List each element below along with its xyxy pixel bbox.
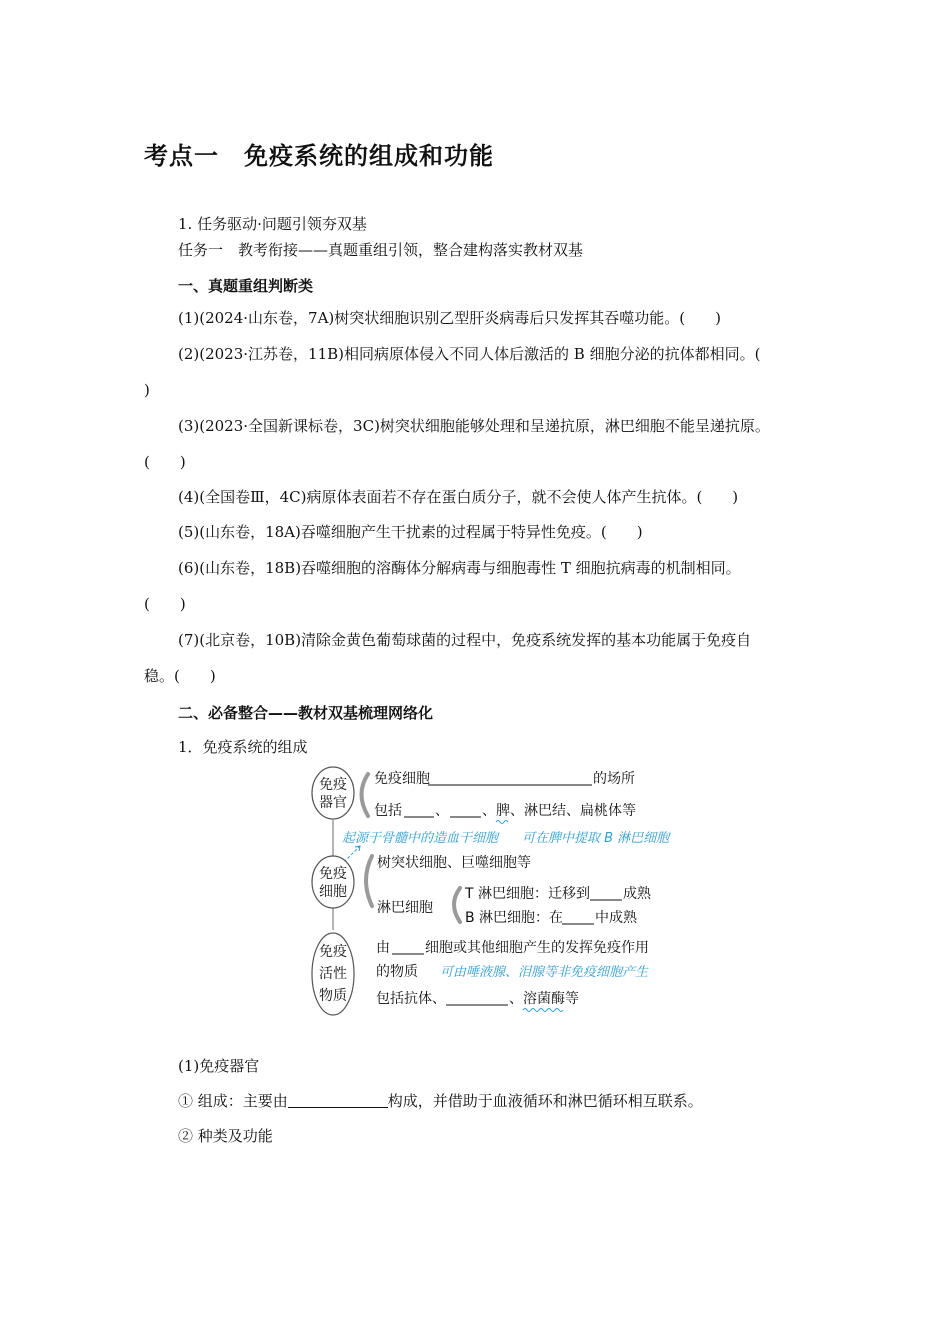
judge-item-5: (5)(山东卷，18A)吞噬细胞产生干扰素的过程属于特异性免疫。( ) <box>178 523 643 541</box>
section2-heading: 二、必备整合——教材双基梳理网络化 <box>178 704 434 722</box>
judge-item-1: (1)(2024·山东卷，7A)树突状细胞识别乙型肝炎病毒后只发挥其吞噬功能。( ) <box>178 309 721 327</box>
cell-t-post: 成熟 <box>623 886 651 902</box>
judge-item-2-cont: ) <box>144 381 150 399</box>
part1-types: ② 种类及功能 <box>178 1127 273 1145</box>
judge-item-7: (7)(北京卷，10B)清除金黄色葡萄球菌的过程中，免疫系统发挥的基本功能属于免疫自 <box>178 631 752 649</box>
organ-label-top: 免疫 <box>319 777 347 793</box>
judge-item-3: (3)(2023·全国新课标卷，3C)树突状细胞能够处理和呈递抗原，淋巴细胞不能呈递抗原。 <box>178 417 770 435</box>
judge-item-7-cont: 稳。( ) <box>144 667 216 685</box>
judge-item-3-cont: ( ) <box>144 453 186 471</box>
judge-item-4: (4)(全国卷Ⅲ，4C)病原体表面若不存在蛋白质分子，就不会使人体产生抗体。( ) <box>178 488 739 506</box>
part1-comp-post: 构成，并借助于血液循环和淋巴循环相互联系。 <box>387 1092 703 1110</box>
substance-line3-pre: 包括抗体、 <box>376 991 446 1007</box>
organ-line1-post: 的场所 <box>593 771 635 787</box>
cell-t-pre: T 淋巴细胞：迁移到 <box>465 886 591 902</box>
substance-label-1: 免疫 <box>319 944 347 960</box>
part1-composition <box>178 1091 703 1111</box>
substance-line1-pre: 由 <box>376 940 390 956</box>
part1-comp-pre: ① 组成：主要由 <box>178 1092 288 1110</box>
organ-line1-pre: 免疫细胞 <box>374 771 430 787</box>
note-origin: 起源于骨髓中的造血干细胞 <box>342 831 499 846</box>
section1-heading: 一、真题重组判断类 <box>178 277 314 295</box>
cell-b-pre: B 淋巴细胞：在 <box>465 910 564 926</box>
lymph-brace <box>454 888 460 922</box>
substance-label-2: 活性 <box>319 966 347 982</box>
lysozyme-wavy-underline <box>523 1009 563 1012</box>
cell-label-bottom: 细胞 <box>319 884 347 900</box>
substance-line1-post: 细胞或其他细胞产生的发挥免疫作用 <box>425 940 649 956</box>
organ-oval <box>312 767 354 819</box>
organ-brace <box>362 774 369 816</box>
immune-system-diagram <box>300 760 680 1025</box>
note-spleen: 可在脾中提取 B 淋巴细胞 <box>522 831 670 846</box>
judge-item-6: (6)(山东卷，18B)吞噬细胞的溶酶体分解病毒与细胞毒性 T 细胞抗病毒的机制相同。 <box>178 559 741 577</box>
cell-oval <box>312 856 354 908</box>
section2-sub1: 1．免疫系统的组成 <box>178 738 308 756</box>
note-arrow <box>344 846 360 862</box>
organ-line2-sep: 、 <box>435 803 449 819</box>
page-title: 考点一 免疫系统的组成和功能 <box>144 142 494 170</box>
organ-line2-pre: 包括 <box>374 803 402 819</box>
cell-label-top: 免疫 <box>319 866 347 882</box>
part1-comp-blank <box>288 1092 388 1108</box>
intro-line-1: 1. 任务驱动·问题引领夯双基 <box>178 215 367 233</box>
cell-lymph: 淋巴细胞 <box>377 900 433 916</box>
substance-line3-post: 、溶菌酶等 <box>509 991 579 1007</box>
judge-item-2: (2)(2023·江苏卷，11B)相同病原体侵入不同人体后激活的 B 细胞分泌的抗体都相同。( <box>178 345 761 363</box>
substance-label-3: 物质 <box>319 988 347 1004</box>
organ-line2-post: 、脾、淋巴结、扁桃体等 <box>482 803 636 819</box>
cell-line1: 树突状细胞、巨噬细胞等 <box>377 855 531 871</box>
substance-line2: 的物质 <box>376 964 418 980</box>
spleen-wavy-underline <box>496 821 508 824</box>
part1-heading: (1)免疫器官 <box>178 1057 260 1075</box>
intro-line-2: 任务一 教考衔接——真题重组引领，整合建构落实教材双基 <box>178 241 584 259</box>
substance-note: 可由唾液腺、泪腺等非免疫细胞产生 <box>440 965 649 980</box>
judge-item-6-cont: ( ) <box>144 595 186 613</box>
organ-label-bottom: 器官 <box>319 795 347 811</box>
cell-brace <box>366 856 372 906</box>
cell-b-post: 中成熟 <box>595 910 637 926</box>
